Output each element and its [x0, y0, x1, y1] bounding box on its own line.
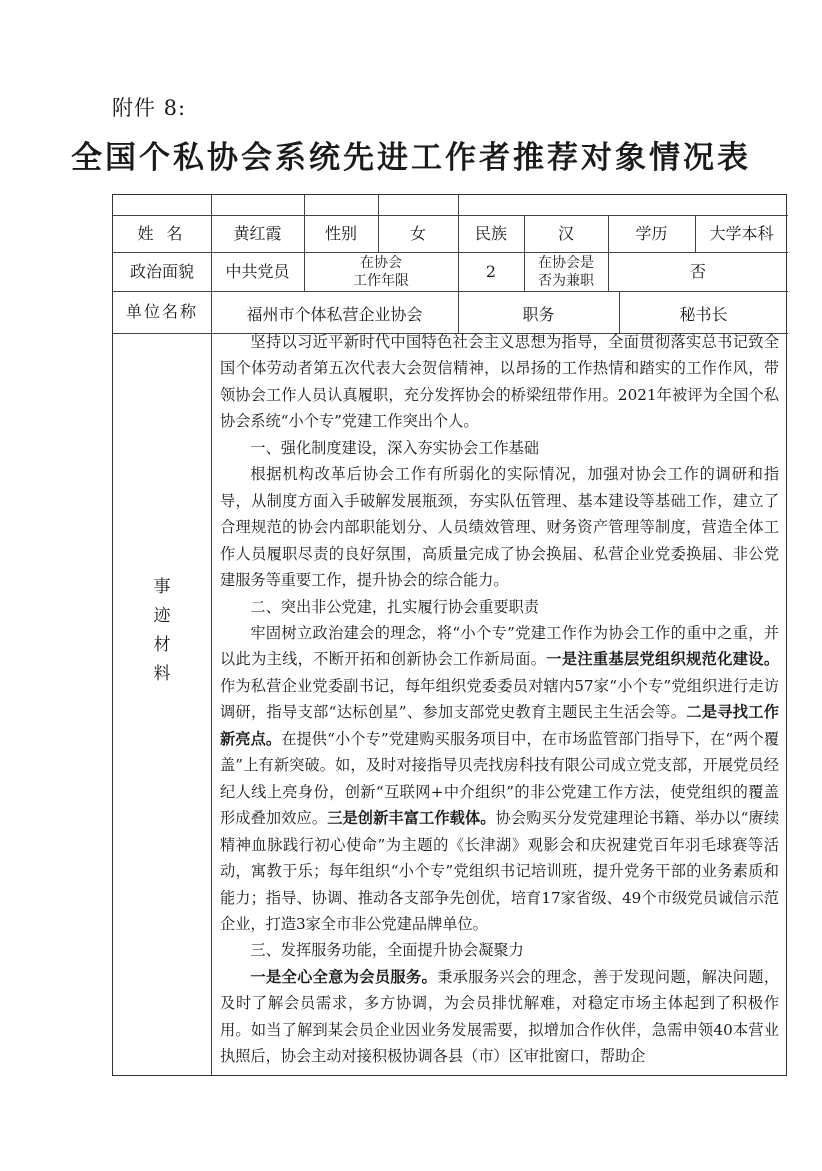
- section-2-paragraph: [220, 620, 779, 937]
- deeds-content: [220, 329, 779, 1070]
- bold-point-4: 一是全心全意为会员服务。: [250, 967, 438, 986]
- recommendation-form-table: [112, 194, 787, 1076]
- bold-point-2: 二是寻找工作新亮点。: [220, 703, 779, 748]
- text-run: 协会购买分发党建理论书籍、举办以“赓续精神血脉践行初心使命”为主题的《长津湖》观影会和庆祝建党百年羽毛球赛等活动，寓教于乐；每年组织“小个专”党组织书记培训班，提升党务干部的业务素质和能力；指导、协调、推动各支部争先创优，培育17家省级、49个市级党员诚信示范企业，打造3家全市非公党建品牌单位。: [220, 809, 780, 933]
- deeds-label-char: 料: [153, 664, 171, 684]
- tenure-label-line1: 在协会: [360, 254, 402, 271]
- position-label: 职务: [522, 305, 555, 324]
- section-3-paragraph: [220, 964, 779, 1070]
- concurrent-label-line2: 否为兼职: [538, 272, 594, 289]
- gender-label: 性别: [324, 223, 357, 243]
- section-1-paragraph: 根据机构改革后协会工作有所弱化的实际情况，加强对协会工作的调研和指导，从制度方面入手破解发展瓶颈，夯实队伍管理、基本建设等基础工作，建立了合理规范的协会内部职能划分、人员绩效管理、财务资产管理等制度，营造全体工作人员履职尽责的良好氛围，高质量完成了协会换届、私营企业党委换届、非公党建服务等重要工作，提升协会的综合能力。: [220, 465, 779, 590]
- section-heading-3: 三、发挥服务功能，全面提升协会凝聚力: [250, 941, 524, 960]
- section-heading-2: 二、突出非公党建，扎实履行协会重要职责: [250, 597, 539, 616]
- bold-point-1: 一是注重基层党组织规范化建设。: [546, 650, 780, 669]
- name-label: 姓 名: [137, 223, 187, 243]
- deeds-label-char: 迹: [153, 606, 171, 626]
- tenure-label-line2: 工作年限: [353, 272, 409, 289]
- political-label: 政治面貌: [129, 261, 194, 281]
- text-run: 作为私营企业党委副书记，每年组织党委委员对辖内57家“小个专”党组织进行走访调研，指导支部“达标创星”、参加支部党史教育主题民主生活会等。: [220, 676, 779, 722]
- concurrent-label: [524, 252, 608, 291]
- text-run: 在提供“小个专”党建购买服务项目中，在市场监管部门指导下，在“两个覆盖”上有新突破。如，及时对接指导贝壳找房科技有限公司成立党支部，开展党员经纪人线上亮身份，创新“互联网+中介组织”的非公党建工作方法，使党组织的覆盖形成叠加效应。: [220, 729, 780, 828]
- gender-value: 女: [409, 223, 426, 243]
- column-divider: [378, 195, 379, 215]
- section-heading-1: 一、强化制度建设，深入夯实协会工作基础: [250, 438, 539, 457]
- concurrent-value: 否: [689, 261, 706, 281]
- unit-value: 福州市个体私营企业协会: [246, 305, 423, 324]
- unit-label: 单位名称: [125, 302, 198, 321]
- education-label: 学历: [635, 223, 668, 243]
- education-value: 大学本科: [709, 223, 774, 243]
- deeds-intro-paragraph: 坚持以习近平新时代中国特色社会主义思想为指导，全面贯彻落实总书记致全国个体劳动者第五次代表大会贺信精神，以昂扬的工作热情和踏实的工作作风，带领协会工作人员认真履职，充分发挥协会的桥梁纽带作用。2021年被评为全国个私协会系统“小个专”党建工作突出个人。: [220, 333, 779, 431]
- deeds-label-char: 事: [153, 577, 171, 597]
- concurrent-label-line1: 在协会是: [538, 254, 594, 271]
- ethnicity-label: 民族: [474, 223, 507, 243]
- name-value: 黄红霞: [233, 223, 282, 243]
- document-title: 全国个私协会系统先进工作者推荐对象情况表: [71, 140, 751, 176]
- text-run: 秉承服务兴会的理念，善于发现问题，解决问题，及时了解会员需求，多方协调，为会员排忧解难，对稳定市场主体起到了积极作用。如当了解到某会员企业因业务发展需要，拟增加合作伙伴，急需申领40本营业执照后，协会主动对接积极协调各县（市）区审批窗口，帮助企: [220, 967, 780, 1066]
- ethnicity-value: 汉: [557, 223, 574, 243]
- bold-point-3: 三是创新丰富工作载体。: [327, 809, 496, 828]
- attachment-label: 附件 8:: [112, 96, 187, 120]
- position-value: 秘书长: [679, 305, 728, 324]
- deeds-label-char: 材: [153, 635, 171, 655]
- political-value: 中共党员: [225, 261, 290, 281]
- tenure-value: 2: [485, 261, 497, 281]
- deeds-label: [113, 573, 211, 689]
- text-run: 牢固树立政治建会的理念，将“小个专”党建工作作为协会工作的重中之重，并以此为主线，不断开拓和创新协会工作新局面。: [220, 623, 779, 669]
- tenure-label: [304, 252, 458, 291]
